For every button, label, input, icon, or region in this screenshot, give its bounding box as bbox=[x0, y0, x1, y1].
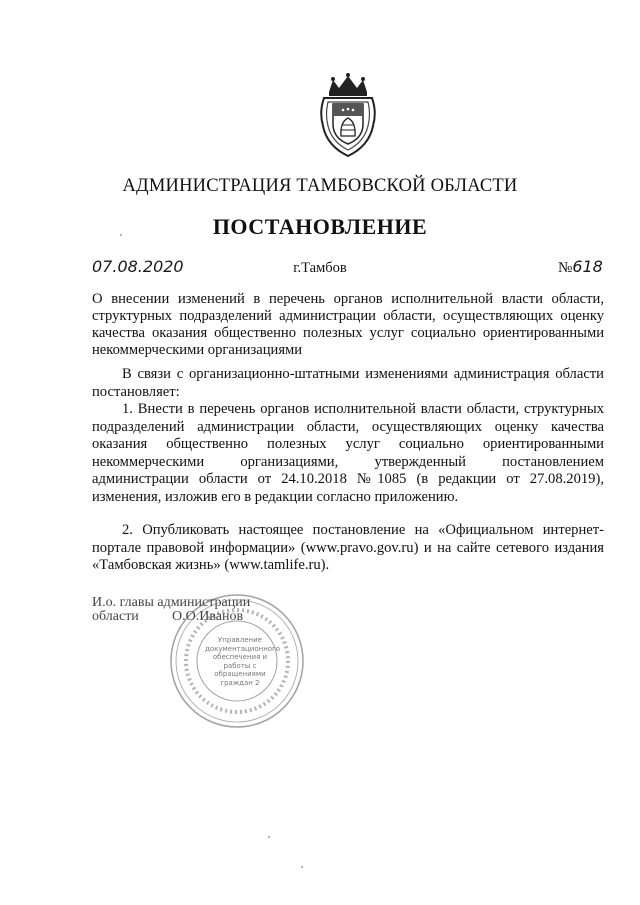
number-prefix: № bbox=[558, 260, 573, 276]
handwritten-date: 07.08.2020 bbox=[92, 257, 184, 276]
scan-speck bbox=[268, 836, 270, 838]
handwritten-number: 618 bbox=[572, 257, 603, 276]
document-number bbox=[558, 257, 603, 277]
preamble-paragraph: В связи с организационно-штатными изменениями администрация области постановляет: bbox=[92, 366, 604, 400]
agency-name: АДМИНИСТРАЦИЯ ТАМБОВСКОЙ ОБЛАСТИ bbox=[122, 176, 518, 196]
item-1-paragraph: 1. Внести в перечень органов исполнительной власти области, структурных подразделений администрации области, осуществляющих оценку качества оказания общественно полезных услуг социально ориентированными некоммерческими организациями, утвержденный постановлением администрации области от 24.10.2018 №1085 (в редакции от 27.08.2019), изменения, изложив его в редакции согласно приложению. bbox=[92, 401, 604, 505]
seal-inner-text: Управление документационного обеспечения и работы с обращениями граждан 2 bbox=[205, 636, 281, 687]
document-subject: О внесении изменений в перечень органов исполнительной власти области, структурных подразделений администрации области, осуществляющих оценку качества оказания общественно полезных услуг социально ориентированными некоммерческими организациями bbox=[92, 291, 604, 358]
signatory-title: И.о. главы администрации bbox=[92, 595, 251, 610]
city: г.Тамбов bbox=[293, 260, 347, 276]
item-2-paragraph: 2. Опубликовать настоящее постановление на «Официальном интернет-портале правовой информации» (www.pravo.gov.ru) и на сайте сетевого издания «Тамбовская жизнь» (www.tamlife.ru). bbox=[92, 522, 604, 574]
signatory-title-line2: области bbox=[92, 609, 139, 624]
scan-speck bbox=[301, 866, 303, 868]
scan-speck bbox=[120, 234, 122, 236]
coat-of-arms-icon bbox=[319, 72, 377, 158]
signatory-name: О.О.Иванов bbox=[172, 609, 244, 624]
document-type-title: ПОСТАНОВЛЕНИЕ bbox=[212, 214, 428, 239]
